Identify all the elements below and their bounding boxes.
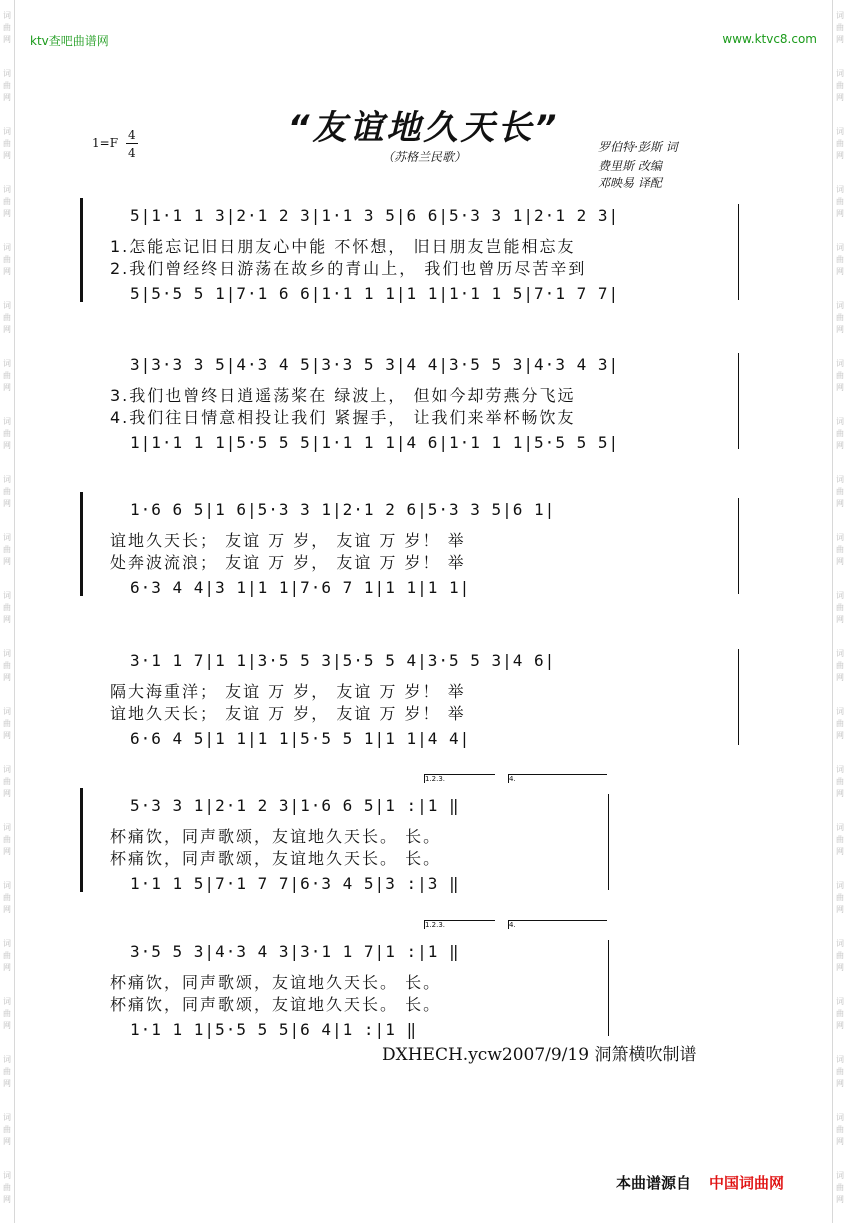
watermark-char: 词 (836, 185, 844, 194)
watermark-char: 词 (3, 939, 11, 948)
time-signature-top: 4 (128, 128, 136, 142)
watermark-char: 网 (3, 615, 11, 624)
watermark-char: 词 (3, 11, 11, 20)
watermark-char: 词 (836, 707, 844, 716)
melody-line: 5|1·1 1 3|2·1 2 3|1·1 3 5|6 6|5·3 3 1|2·1 2 3| (130, 206, 620, 225)
watermark-char: 曲 (836, 661, 844, 670)
score-system (84, 775, 740, 893)
watermark-char: 词 (3, 649, 11, 658)
watermark-char: 词 (836, 69, 844, 78)
watermark-char: 词 (3, 823, 11, 832)
watermark-char: 词 (3, 69, 11, 78)
watermark-char: 曲 (3, 835, 11, 844)
watermark-char: 词 (3, 765, 11, 774)
harmony-line: 1·1 1 1|5·5 5 5|6 4|1 :|1 ‖ (130, 1020, 418, 1039)
watermark-char: 曲 (836, 1183, 844, 1192)
system-bracket (80, 788, 83, 892)
right-watermark-strip (832, 0, 847, 1223)
watermark-char: 曲 (3, 371, 11, 380)
watermark-char: 词 (836, 359, 844, 368)
watermark-char: 曲 (3, 603, 11, 612)
credit-arranger: 费里斯 改编 (598, 159, 662, 173)
watermark-char: 曲 (836, 777, 844, 786)
watermark-char: 曲 (3, 1125, 11, 1134)
watermark-char: 曲 (3, 1183, 11, 1192)
watermark-char: 曲 (3, 1009, 11, 1018)
volta-bracket-second: 4. (508, 920, 607, 929)
watermark-char: 网 (3, 1137, 11, 1146)
lyric-line-2: 2.我们曾经终日游荡在故乡的青山上， 我们也曾历尽苦辛到 (110, 259, 587, 278)
watermark-char: 网 (836, 383, 844, 392)
score-system (84, 492, 740, 596)
watermark-char: 网 (836, 35, 844, 44)
lyric-line-1: 谊地久天长； 友谊 万 岁， 友谊 万 岁！ 举 (110, 531, 466, 550)
watermark-char: 网 (3, 267, 11, 276)
lyric-line-1: 杯痛饮，同声歌颂，友谊地久天长。 长。 (110, 973, 442, 992)
watermark-char: 曲 (836, 139, 844, 148)
watermark-char: 词 (836, 417, 844, 426)
score-system (84, 198, 740, 302)
watermark-char: 网 (3, 963, 11, 972)
volta-bracket-first: 1.2.3. (424, 920, 495, 929)
watermark-char: 词 (3, 707, 11, 716)
end-barline (738, 353, 739, 449)
watermark-char: 曲 (3, 23, 11, 32)
source-credit (616, 1172, 784, 1193)
watermark-char: 词 (836, 939, 844, 948)
watermark-char: 网 (836, 847, 844, 856)
watermark-char: 网 (3, 383, 11, 392)
volta-bracket-second: 4. (508, 774, 607, 783)
score-system (84, 347, 740, 451)
end-barline (738, 649, 739, 745)
watermark-char: 网 (3, 1079, 11, 1088)
harmony-line: 1·1 1 5|7·1 7 7|6·3 4 5|3 :|3 ‖ (130, 874, 460, 893)
watermark-char: 网 (836, 789, 844, 798)
watermark-char: 网 (836, 557, 844, 566)
watermark-char: 曲 (836, 893, 844, 902)
source-label: 本曲谱源自 (616, 1174, 692, 1192)
watermark-char: 曲 (3, 487, 11, 496)
watermark-char: 网 (836, 963, 844, 972)
system-bracket (80, 492, 83, 596)
watermark-char: 曲 (836, 603, 844, 612)
watermark-char: 曲 (836, 23, 844, 32)
watermark-char: 曲 (836, 951, 844, 960)
watermark-char: 网 (3, 1195, 11, 1204)
lyric-line-2: 杯痛饮，同声歌颂，友谊地久天长。 长。 (110, 995, 442, 1014)
harmony-line: 1|1·1 1 1|5·5 5 5|1·1 1 1|4 6|1·1 1 1|5·5 5 5| (130, 433, 620, 452)
watermark-char: 词 (836, 243, 844, 252)
watermark-char: 词 (836, 997, 844, 1006)
watermark-char: 词 (836, 649, 844, 658)
song-title: “友谊地久天长” (287, 108, 560, 148)
watermark-char: 曲 (836, 1067, 844, 1076)
watermark-char: 网 (3, 557, 11, 566)
watermark-char: 词 (836, 1055, 844, 1064)
watermark-char: 词 (3, 1171, 11, 1180)
watermark-char: 词 (3, 591, 11, 600)
watermark-char: 网 (836, 267, 844, 276)
lyric-line-2: 谊地久天长； 友谊 万 岁， 友谊 万 岁！ 举 (110, 704, 466, 723)
watermark-char: 词 (836, 591, 844, 600)
watermark-char: 词 (3, 127, 11, 136)
time-signature-bottom: 4 (128, 146, 136, 160)
watermark-char: 网 (3, 905, 11, 914)
melody-line: 5·3 3 1|2·1 2 3|1·6 6 5|1 :|1 ‖ (130, 796, 460, 815)
watermark-char: 词 (3, 243, 11, 252)
watermark-char: 网 (836, 151, 844, 160)
left-watermark-strip (0, 0, 15, 1223)
watermark-char: 网 (836, 441, 844, 450)
watermark-char: 网 (836, 905, 844, 914)
end-barline (738, 498, 739, 594)
lyric-line-1: 隔大海重洋； 友谊 万 岁， 友谊 万 岁！ 举 (110, 682, 466, 701)
watermark-char: 词 (836, 1113, 844, 1122)
watermark-char: 词 (836, 823, 844, 832)
watermark-char: 曲 (836, 1125, 844, 1134)
song-subtitle: （苏格兰民歌） (382, 150, 467, 164)
watermark-char: 曲 (836, 197, 844, 206)
watermark-char: 词 (836, 533, 844, 542)
watermark-char: 曲 (836, 835, 844, 844)
lyric-line-2: 杯痛饮，同声歌颂，友谊地久天长。 长。 (110, 849, 442, 868)
watermark-char: 网 (836, 325, 844, 334)
watermark-char: 网 (3, 151, 11, 160)
watermark-char: 词 (3, 1055, 11, 1064)
watermark-char: 词 (3, 533, 11, 542)
watermark-char: 网 (3, 731, 11, 740)
watermark-char: 曲 (3, 197, 11, 206)
watermark-char: 词 (3, 881, 11, 890)
watermark-char: 网 (3, 35, 11, 44)
watermark-char: 词 (836, 1171, 844, 1180)
watermark-char: 曲 (836, 719, 844, 728)
watermark-char: 曲 (836, 371, 844, 380)
watermark-char: 曲 (3, 661, 11, 670)
melody-line: 1·6 6 5|1 6|5·3 3 1|2·1 2 6|5·3 3 5|6 1| (130, 500, 556, 519)
watermark-char: 网 (3, 789, 11, 798)
watermark-char: 词 (3, 185, 11, 194)
watermark-char: 曲 (3, 719, 11, 728)
watermark-char: 词 (3, 301, 11, 310)
watermark-char: 网 (836, 1137, 844, 1146)
watermark-char: 网 (3, 93, 11, 102)
watermark-char: 词 (836, 11, 844, 20)
key-signature: 1=F (92, 136, 119, 150)
watermark-char: 网 (3, 499, 11, 508)
melody-line: 3|3·3 3 5|4·3 4 5|3·3 5 3|4 4|3·5 5 3|4·3 4 3| (130, 355, 620, 374)
lyric-line-1: 1.怎能忘记旧日朋友心中能 不怀想， 旧日朋友岂能相忘友 (110, 237, 576, 256)
watermark-char: 网 (836, 93, 844, 102)
watermark-char: 网 (3, 209, 11, 218)
watermark-char: 词 (836, 765, 844, 774)
credit-lyricist: 罗伯特·彭斯 词 (598, 140, 678, 154)
site-name-link[interactable]: ktv查吧曲谱网 (30, 34, 109, 48)
score-system (84, 921, 740, 1039)
end-barline (738, 204, 739, 300)
watermark-char: 网 (836, 673, 844, 682)
watermark-char: 曲 (836, 487, 844, 496)
harmony-line: 6·3 4 4|3 1|1 1|7·6 7 1|1 1|1 1| (130, 578, 471, 597)
watermark-char: 词 (3, 417, 11, 426)
watermark-char: 词 (3, 475, 11, 484)
watermark-char: 曲 (3, 545, 11, 554)
watermark-char: 曲 (3, 81, 11, 90)
lyric-line-2: 4.我们往日情意相投让我们 紧握手， 让我们来举杯畅饮友 (110, 408, 576, 427)
watermark-char: 网 (836, 1195, 844, 1204)
watermark-char: 网 (836, 731, 844, 740)
watermark-char: 网 (3, 325, 11, 334)
melody-line: 3·1 1 7|1 1|3·5 5 3|5·5 5 4|3·5 5 3|4 6| (130, 651, 556, 670)
harmony-line: 6·6 4 5|1 1|1 1|5·5 5 1|1 1|4 4| (130, 729, 471, 748)
lyric-line-1: 3.我们也曾终日逍遥荡桨在 绿波上， 但如今却劳燕分飞远 (110, 386, 576, 405)
watermark-char: 词 (3, 359, 11, 368)
lyric-line-2: 处奔波流浪； 友谊 万 岁， 友谊 万 岁！ 举 (110, 553, 466, 572)
watermark-char: 词 (836, 881, 844, 890)
watermark-char: 网 (836, 209, 844, 218)
watermark-char: 曲 (3, 255, 11, 264)
watermark-char: 曲 (836, 81, 844, 90)
watermark-char: 曲 (3, 429, 11, 438)
watermark-char: 网 (3, 1021, 11, 1030)
source-site-link[interactable]: 中国词曲网 (709, 1174, 785, 1192)
watermark-char: 曲 (836, 255, 844, 264)
site-url-link[interactable]: www.ktvc8.com (722, 32, 817, 46)
engraver-note: DXHECH.ycw2007/9/19 洞箫横吹制谱 (382, 1045, 697, 1065)
watermark-char: 网 (3, 673, 11, 682)
watermark-char: 词 (3, 997, 11, 1006)
end-barline (608, 794, 609, 890)
volta-bracket-first: 1.2.3. (424, 774, 495, 783)
watermark-char: 曲 (3, 951, 11, 960)
credit-translator: 邓映易 译配 (598, 176, 662, 190)
watermark-char: 曲 (3, 777, 11, 786)
watermark-char: 网 (836, 1079, 844, 1088)
watermark-char: 曲 (836, 1009, 844, 1018)
watermark-char: 网 (3, 847, 11, 856)
watermark-char: 词 (836, 301, 844, 310)
watermark-char: 曲 (3, 313, 11, 322)
watermark-char: 曲 (3, 893, 11, 902)
watermark-char: 网 (836, 615, 844, 624)
watermark-char: 曲 (3, 139, 11, 148)
harmony-line: 5|5·5 5 1|7·1 6 6|1·1 1 1|1 1|1·1 1 5|7·1 7 7| (130, 284, 620, 303)
watermark-char: 网 (836, 499, 844, 508)
watermark-char: 网 (836, 1021, 844, 1030)
score-system (84, 643, 740, 747)
watermark-char: 曲 (836, 313, 844, 322)
system-bracket (80, 198, 83, 302)
end-barline (608, 940, 609, 1036)
watermark-char: 曲 (836, 429, 844, 438)
lyric-line-1: 杯痛饮，同声歌颂，友谊地久天长。 长。 (110, 827, 442, 846)
watermark-char: 词 (836, 127, 844, 136)
watermark-char: 曲 (3, 1067, 11, 1076)
watermark-char: 词 (3, 1113, 11, 1122)
watermark-char: 词 (836, 475, 844, 484)
melody-line: 3·5 5 3|4·3 4 3|3·1 1 7|1 :|1 ‖ (130, 942, 460, 961)
watermark-char: 网 (3, 441, 11, 450)
watermark-char: 曲 (836, 545, 844, 554)
